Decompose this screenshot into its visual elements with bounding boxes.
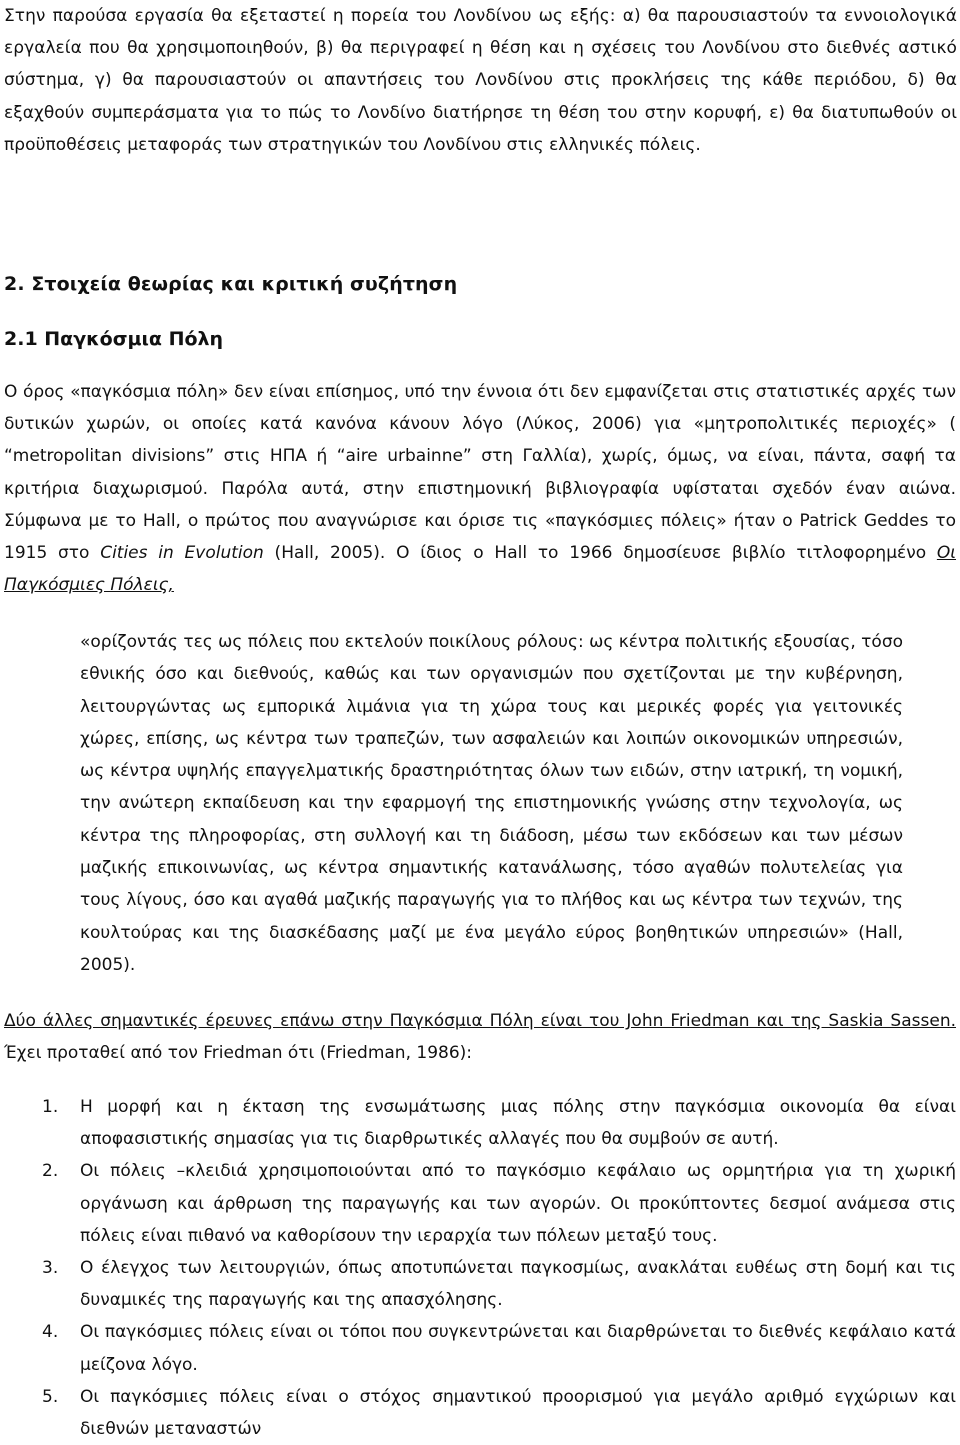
body-paragraph [4,376,956,601]
body-text-part2: (Hall, 2005). Ο ίδιος ο Hall το 1966 δημοσίευσε βιβλίο τιτλοφορημένο [263,543,937,564]
list-item-text: Ο έλεγχος των λειτουργιών, όπως αποτυπώνεται παγκοσμίως, ανακλάται ευθέως στη δομή και τις δυναμικές της παραγωγής και της απασχόλησης. [80,1258,956,1311]
list-item-number: 3. [42,1258,59,1279]
list-item-text: Η μορφή και η έκταση της ενσωμάτωσης μιας πόλης στην παγκόσμια οικονομία θα είναι αποφασιστικής σημασίας για τις διαρθρωτικές αλλαγές που θα συμβούν σε αυτή. [80,1097,956,1150]
numbered-list [4,1091,956,1445]
list-item-text: Οι παγκόσμιες πόλεις είναι οι τόποι που συγκεντρώνεται και διαρθρώνεται το διεθνές κεφάλαιο κατά μείζονα λόγο. [80,1322,956,1375]
section-heading: 2. Στοιχεία θεωρίας και κριτική συζήτηση [4,273,458,295]
list-item-text: Οι παγκόσμιες πόλεις είναι ο στόχος σημαντικού προορισμού για μεγάλο αριθμό εγχώριων και διεθνών μεταναστών [80,1386,956,1440]
list-item-number: 2. [42,1161,59,1182]
book-title-underlined: Οι Παγκόσμιες Πόλεις, [4,543,957,596]
underlined-sentence: Δύο άλλες σημαντικές έρευνες επάνω στην Παγκόσμια Πόλη είναι του John Friedman και της Saskia Sassen. [4,1011,956,1031]
list-item-number: 5. [42,1386,59,1407]
list-item-number: 4. [42,1322,59,1343]
after-quote-text: Έχει προταθεί από τον Friedman ότι (Friedman, 1986): [4,1043,473,1064]
subsection-heading: 2.1 Παγκόσμια Πόλη [4,328,224,350]
list-item [4,1091,956,1155]
intro-paragraph: Στην παρούσα εργασία θα εξεταστεί η πορεία του Λονδίνου ως εξής: α) θα παρουσιαστούν τα εννοιολογικά εργαλεία που θα χρησιμοποιηθούν, β) θα περιγραφεί η θέση και η σχέσεις του Λονδίνου στο διεθνές αστικό σύστημα, γ) θα παρουσιαστούν οι απαντήσεις του Λονδίνου στις προκλήσεις της κάθε περιόδου, δ) θα εξαχθούν συμπεράσματα για το πώς το Λονδίνο διατήρησε τη θέση του στην κορυφή, ε) θα διατυπωθούν οι προϋποθέσεις μεταφοράς των στρατηγικών του Λονδίνου στις ελληνικές πόλεις. [4,6,957,155]
book-title-italic: Cities in Evolution [100,543,264,564]
body-text-part1: Ο όρος «παγκόσμια πόλη» δεν είναι επίσημος, υπό την έννοια ότι δεν εμφανίζεται στις στατιστικές αρχές των δυτικών χωρών, οι οποίες κατά κανόνα κάνουν λόγο (Λύκος, 2006) για «μητροπολιτικές περιοχές» ( “metropolitan divisions” στις ΗΠΑ ή “aire urbainne” στη Γαλλία), χωρίς, όμως, να είναι, πάντα, σαφή τα κριτήρια διαχωρισμού. Παρόλα αυτά, στην επιστημονική βιβλιογραφία υφίσταται σχεδόν έναν αιώνα. Σύμφωνα με το Hall, ο πρώτος που αναγνώρισε και όρισε τις «παγκόσμιες πόλεις» ήταν ο Patrick Geddes το 1915 στο [4,382,956,564]
list-item [4,1381,956,1445]
list-item [4,1252,956,1316]
after-quote-paragraph [4,1005,956,1069]
list-item [4,1316,956,1380]
list-item [4,1155,956,1252]
block-quote: «ορίζοντάς τες ως πόλεις που εκτελούν ποικίλους ρόλους: ως κέντρα πολιτικής εξουσίας, τόσο εθνικής όσο και διεθνούς, καθώς και των οργανισμών που σχετίζονται με την κυβέρνηση, λειτουργώντας ως εμπορικά λιμάνια για τη χώρα τους και μερικές φορές για γειτονικές χώρες, επίσης, ως κέντρα των τραπεζών, των ασφαλειών και λοιπών οικονομικών υπηρεσιών, ως κέντρα υψηλής επαγγελματικής δραστηριότητας όλων των ειδών, στην ιατρική, τη νομική, την ανώτερη εκπαίδευση και την εφαρμογή της επιστημονικής γνώσης στην τεχνολογία, ως κέντρα της πληροφορίας, στη συλλογή και τη διάδοση, μέσω των εκδόσεων και των μέσων μαζικής επικοινωνίας, ως κέντρα σημαντικής κατανάλωσης, τόσο αγαθών πολυτελείας για τους λίγους, όσο και αγαθά μαζικής παραγωγής για το πλήθος και ως κέντρα των τεχνών, της κουλτούρας και της διασκέδασης μαζί με ένα μεγάλο εύρος βοηθητικών υπηρεσιών» (Hall, 2005). [80,632,903,975]
list-item-number: 1. [42,1097,59,1117]
list-item-text: Οι πόλεις –κλειδιά χρησιμοποιούνται από το παγκόσμιο κεφάλαιο ως ορμητήρια για τη χωρική οργάνωση και άρθρωση της παραγωγής και των αγορών. Οι προκύπτοντες δεσμοί ανάμεσα στις πόλεις είναι πιθανό να καθορίσουν την ιεραρχία των πόλεων μεταξύ τους. [80,1161,956,1246]
